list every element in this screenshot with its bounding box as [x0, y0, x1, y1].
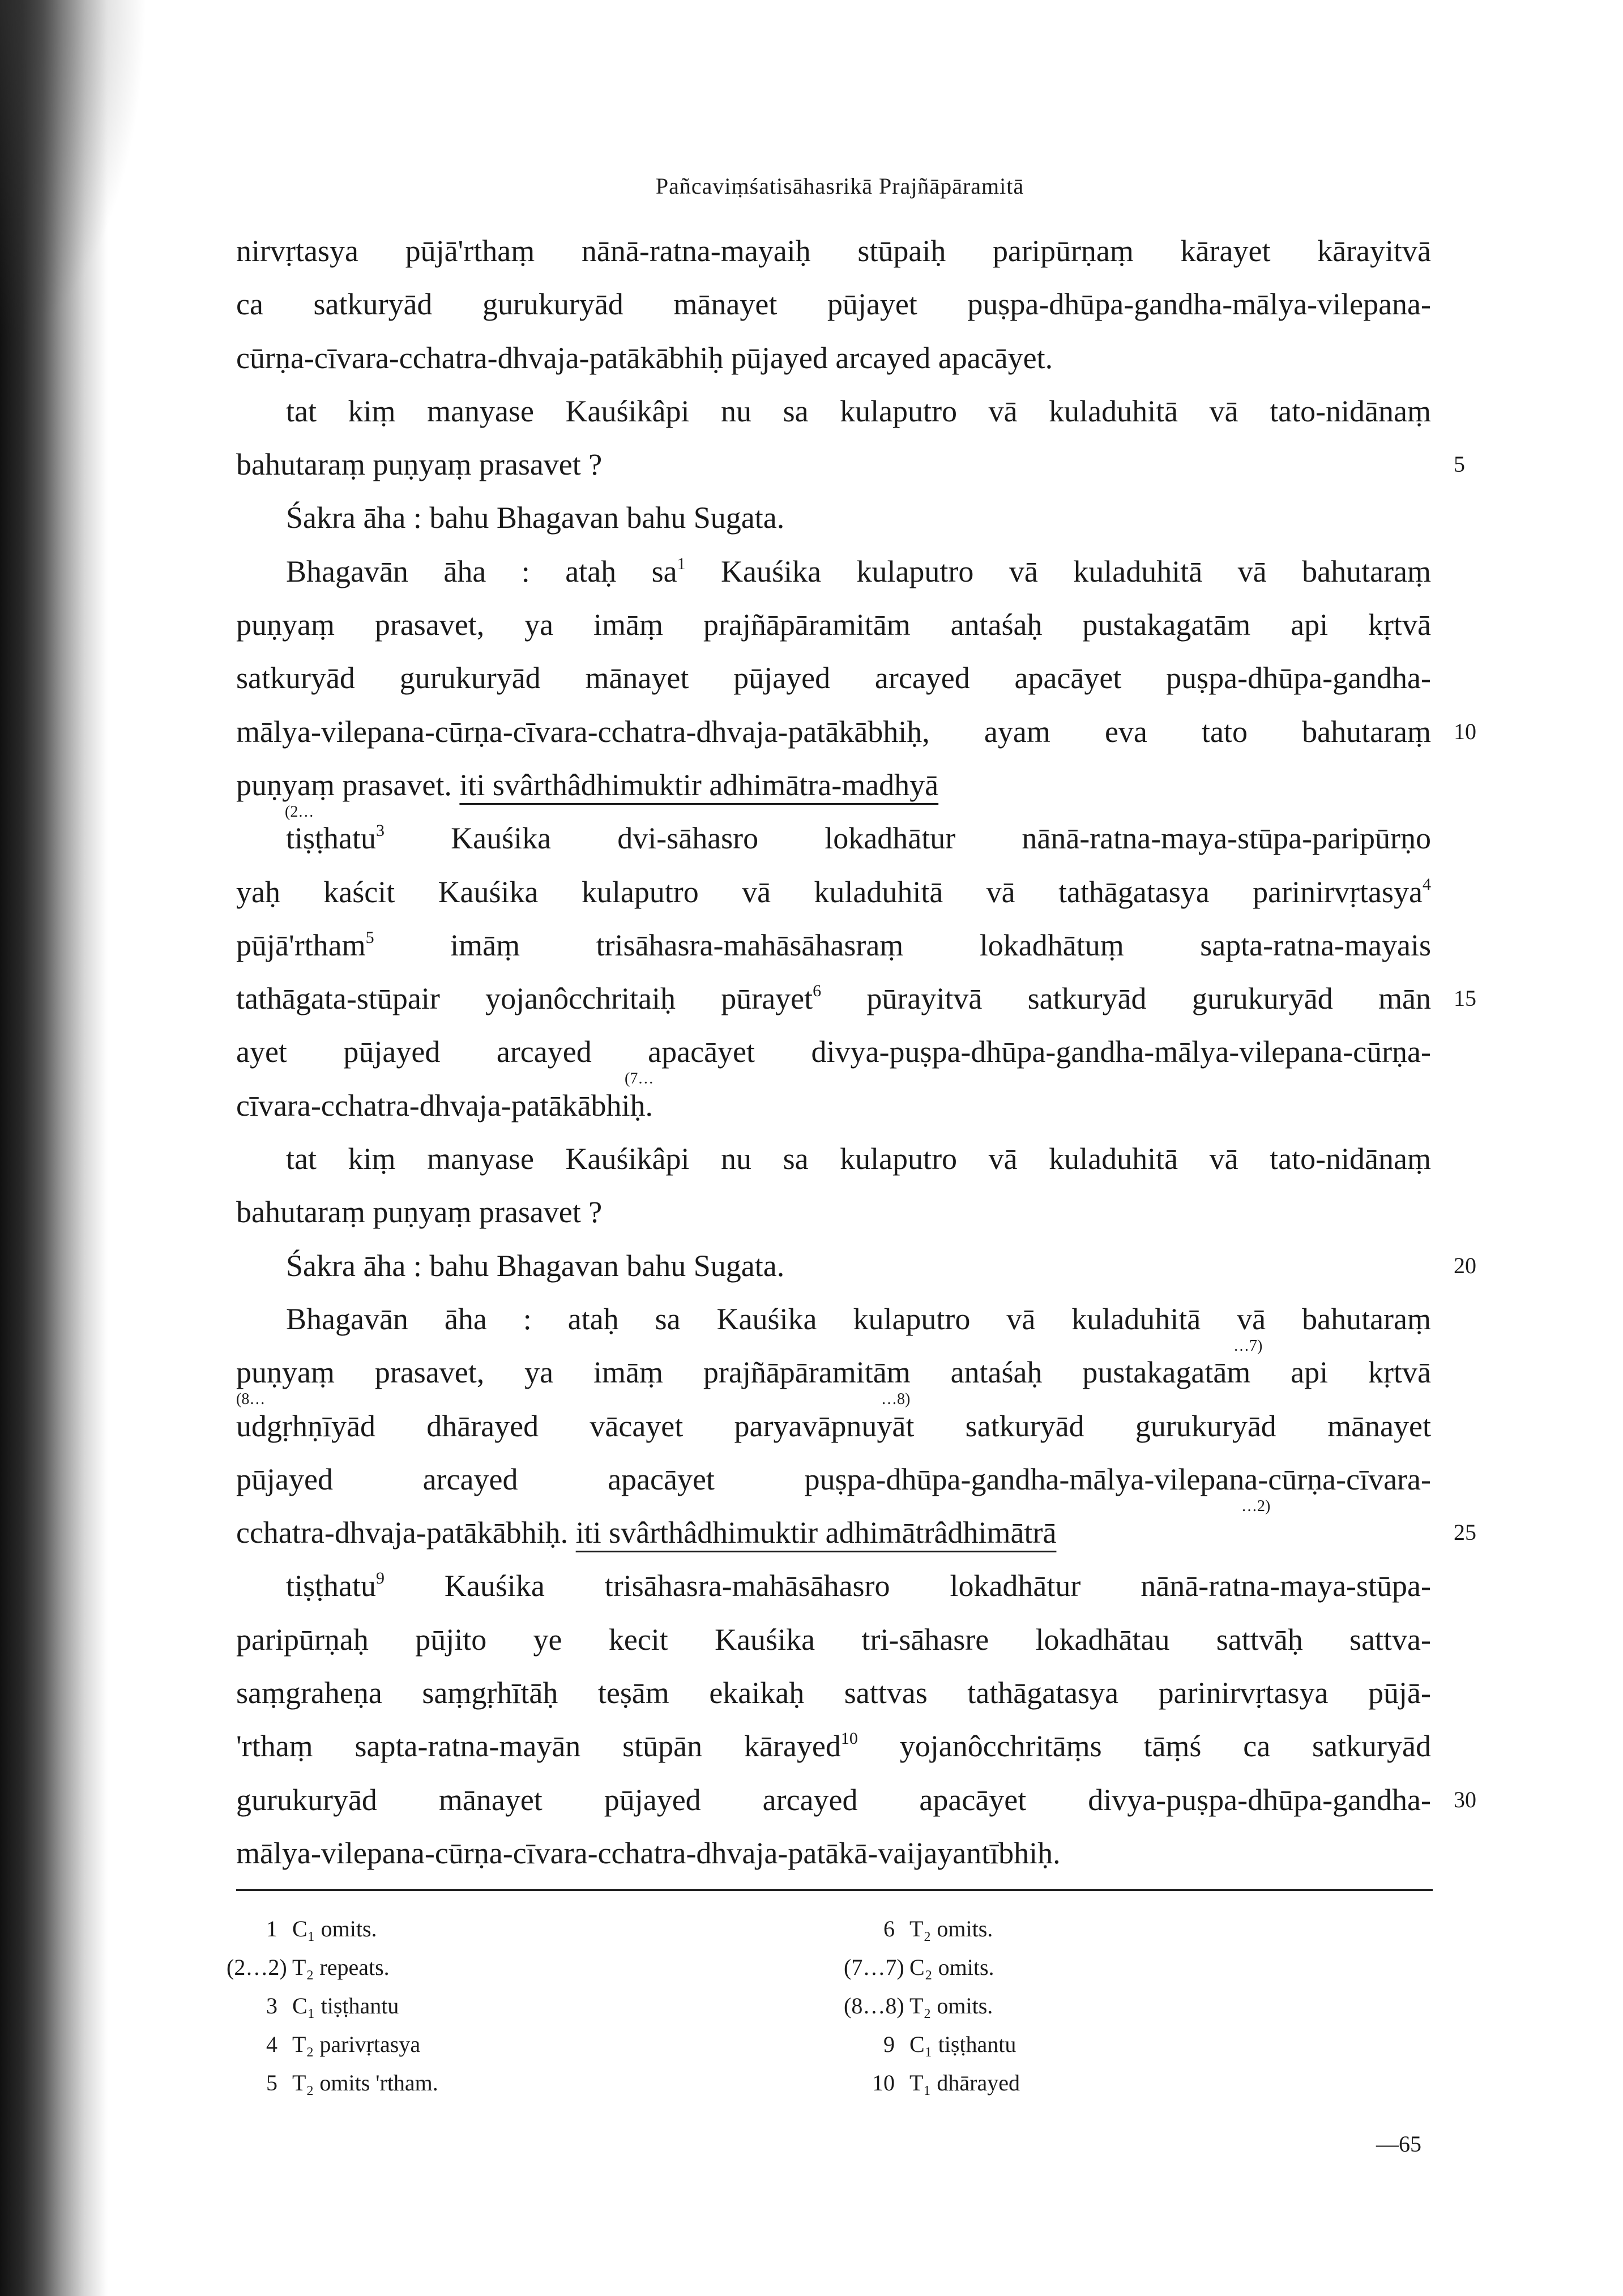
- footnote: [227, 1948, 438, 1987]
- footnote-text: C₁ tiṣṭhantu: [909, 2032, 1016, 2057]
- variant-mark: (7…: [625, 1070, 654, 1087]
- footnote-number: (2…2): [227, 1954, 287, 1980]
- footnote-number: 6: [883, 1916, 895, 1941]
- text-segment: tiṣṭhatu: [286, 1569, 376, 1603]
- text-line: [236, 1399, 1431, 1453]
- text-line: [236, 224, 1431, 278]
- footnote: [844, 1948, 1020, 1987]
- text-line: [236, 331, 1431, 385]
- footnote-text: T₂ omits 'rtham.: [292, 2070, 438, 2096]
- footnote-number: (7…7): [844, 1954, 904, 1980]
- footnote: [227, 2064, 438, 2102]
- text-line-content: [286, 501, 784, 535]
- text-line-content: [236, 1516, 1056, 1550]
- text-segment: saṃgraheṇa saṃgṛhītāḥ teṣām ekaikaḥ sattvas tathāgatasya parinirvṛtasya pūjā-: [236, 1676, 1431, 1710]
- line-number: 10: [1454, 718, 1476, 744]
- footnotes-left: [227, 1910, 438, 2102]
- text-segment: Kauśika kulaputro vā kuladuhitā vā bahutaraṃ: [685, 554, 1431, 588]
- footnote: [844, 2064, 1020, 2102]
- text-segment: yojanôcchritāṃs tāṃś ca satkuryād: [857, 1729, 1431, 1764]
- text-line: [236, 1666, 1431, 1719]
- main-text: [236, 224, 1476, 1880]
- text-line: [236, 491, 1431, 544]
- text-segment: paripūrṇaḥ pūjito ye kecit Kauśika tri-sāhasre lokadhātau sattvāḥ sattva-: [236, 1622, 1431, 1657]
- text-segment: nirvṛtasya pūjā'rthaṃ nānā-ratna-mayaiḥ stūpaiḥ paripūrṇaṃ kārayet kārayitvā: [236, 234, 1431, 268]
- text-segment: mālya-vilepana-cūrṇa-cīvara-cchatra-dhvaja-patākā-vaijayantībhiḥ.: [236, 1836, 1061, 1870]
- text-line-content: [236, 1836, 1061, 1870]
- footnote-ref: 10: [840, 1729, 858, 1748]
- text-line-content: [286, 394, 1431, 428]
- text-line-content: [236, 608, 1431, 642]
- text-line: [236, 545, 1431, 598]
- variant-mark: (2…: [285, 803, 314, 821]
- text-line-content: [236, 1089, 653, 1123]
- text-line: [236, 705, 1476, 758]
- text-segment: tat kiṃ manyase Kauśikâpi nu sa kulaputro vā kuladuhitā vā tato-nidānaṃ: [286, 1142, 1431, 1176]
- footnote-ref: 1: [677, 554, 686, 573]
- text-line: [236, 865, 1431, 919]
- footnote-ref: 5: [365, 928, 374, 947]
- footnotes-right: [844, 1910, 1020, 2102]
- text-segment: Bhagavān āha : ataḥ sa Kauśika kulaputro vā kuladuhitā vā bahutaraṃ: [286, 1301, 1431, 1336]
- text-line: [236, 758, 1431, 812]
- text-segment: ca satkuryād gurukuryād mānayet pūjayet puṣpa-dhūpa-gandha-mālya-vilepana-: [236, 287, 1431, 322]
- text-line-content: [236, 715, 1431, 749]
- footnote-number: 3: [266, 1993, 277, 2018]
- line-number: 15: [1454, 985, 1476, 1012]
- footnote: [227, 2025, 438, 2064]
- footnote: [844, 1910, 1020, 1948]
- text-segment: Kauśika trisāhasra-mahāsāhasro lokadhātur nānā-ratna-maya-stūpa-: [385, 1569, 1431, 1603]
- running-head: Pañcaviṃśatisāhasrikā Prajñāpāramitā: [655, 173, 1024, 199]
- text-line-content: [236, 768, 938, 802]
- text-segment: Śakra āha : bahu Bhagavan bahu Sugata.: [286, 501, 785, 535]
- text-segment: mālya-vilepana-cūrṇa-cīvara-cchatra-dhvaja-patākābhiḥ, ayam eva tato bahutaraṃ: [236, 714, 1431, 749]
- text-line: [236, 1079, 1431, 1132]
- text-segment: tat kiṃ manyase Kauśikâpi nu sa kulaputro vā kuladuhitā vā tato-nidānaṃ: [286, 394, 1431, 428]
- text-line-content: [236, 875, 1431, 909]
- text-segment: gurukuryād mānayet pūjayed arcayed apacāyet divya-puṣpa-dhūpa-gandha-: [236, 1782, 1431, 1817]
- text-line: [236, 1239, 1476, 1292]
- text-line-content: [236, 928, 1431, 962]
- text-line-content: [236, 1729, 1431, 1763]
- book-binding-shadow: [0, 0, 108, 2296]
- footnote: [227, 1910, 438, 1948]
- underlined-phrase: iti svârthâdhimuktir adhimātrâdhimātrā: [575, 1516, 1057, 1550]
- text-line-content: [236, 1462, 1431, 1496]
- text-line: [236, 1185, 1431, 1239]
- text-segment: pūrayitvā satkuryād gurukuryād mān: [821, 981, 1431, 1016]
- footnote-ref: 3: [376, 821, 385, 840]
- underlined-phrase: iti svârthâdhimuktir adhimātra-madhyā: [459, 767, 939, 802]
- footnote-text: T₂ omits.: [909, 1993, 993, 2018]
- footnote-number: 1: [266, 1916, 277, 1941]
- footnote-number: 9: [883, 2032, 895, 2057]
- text-line-content: [286, 1569, 1431, 1603]
- text-segment: bahutaraṃ puṇyaṃ prasavet ?: [236, 1195, 603, 1230]
- text-line-content: [236, 661, 1431, 695]
- text-segment: pūjayed arcayed apacāyet puṣpa-dhūpa-gandha-mālya-vilepana-cūrṇa-cīvara-: [236, 1462, 1431, 1496]
- line-number: 30: [1454, 1786, 1476, 1812]
- footnote-text: C₂ omits.: [909, 1954, 994, 1980]
- text-segment: yaḥ kaścit Kauśika kulaputro vā kuladuhitā vā tathāgatasya parinirvṛtasya: [236, 874, 1423, 909]
- text-line-content: [236, 234, 1431, 268]
- text-segment: bahutaraṃ puṇyaṃ prasavet ?: [236, 447, 603, 482]
- line-number: 25: [1454, 1520, 1476, 1546]
- text-line-content: [236, 1355, 1431, 1389]
- text-line-content: [236, 1195, 602, 1229]
- text-line-content: [236, 287, 1431, 321]
- text-line: [236, 278, 1431, 331]
- text-line-content: [286, 1249, 784, 1283]
- text-segment: imāṃ trisāhasra-mahāsāhasraṃ lokadhātuṃ sapta-ratna-mayais: [374, 928, 1431, 962]
- footnote-number: 5: [266, 2070, 277, 2096]
- text-segment: 'rthaṃ sapta-ratna-mayān stūpān kārayed: [236, 1729, 841, 1764]
- text-line-content: [286, 821, 1431, 855]
- footnote-text: C₁ tiṣṭhantu: [292, 1993, 399, 2018]
- variant-mark: (8…: [236, 1390, 266, 1408]
- text-line: [236, 919, 1431, 972]
- page-number: —65: [1376, 2131, 1421, 2157]
- line-number: 20: [1454, 1252, 1476, 1278]
- text-line-content: [286, 1142, 1431, 1176]
- footnote-ref: 9: [376, 1569, 385, 1588]
- text-line-content: [286, 1302, 1431, 1336]
- footnote: [844, 1987, 1020, 2025]
- footnote-number: 4: [266, 2032, 277, 2057]
- text-line-content: [236, 1035, 1431, 1069]
- text-segment: udgṛhṇīyād dhārayed vācayet paryavāpnuyāt satkuryād gurukuryād mānayet: [236, 1409, 1431, 1443]
- text-segment: puṇyaṃ prasavet, ya imāṃ prajñāpāramitām antaśaḥ pustakagatām api kṛtvā: [236, 1355, 1431, 1390]
- text-line: [236, 651, 1431, 705]
- text-line: [236, 1826, 1431, 1880]
- footnote: [844, 2025, 1020, 2064]
- variant-mark: …7): [1233, 1337, 1263, 1355]
- text-line: [236, 1773, 1476, 1826]
- text-segment: satkuryād gurukuryād mānayet pūjayed arcayed apacāyet puṣpa-dhūpa-gandha-: [236, 661, 1431, 695]
- text-segment: tathāgata-stūpair yojanôcchritaiḥ pūrayet: [236, 981, 813, 1016]
- text-line-content: [236, 447, 602, 481]
- text-segment: pūjā'rtham: [236, 928, 366, 962]
- variant-mark: …8): [881, 1390, 911, 1408]
- text-line-content: [236, 1409, 1431, 1443]
- text-segment: tiṣṭhatu: [286, 821, 376, 856]
- variant-mark: …2): [1241, 1497, 1271, 1515]
- footnote-number: 10: [872, 2070, 895, 2096]
- text-line: [236, 1559, 1431, 1612]
- text-line-content: [236, 1623, 1431, 1657]
- footnote-text: T₂ omits.: [909, 1916, 993, 1941]
- footnote-number: (8…8): [844, 1993, 904, 2018]
- footnote-ref: 4: [1423, 874, 1431, 894]
- footnote: [227, 1987, 438, 2025]
- text-line-content: [236, 341, 1053, 375]
- text-line-content: [236, 981, 1431, 1015]
- text-segment: Bhagavān āha : ataḥ sa: [286, 554, 677, 588]
- text-line: [236, 1613, 1431, 1666]
- text-line-content: [286, 554, 1431, 588]
- footnote-text: T₂ parivṛtasya: [292, 2032, 421, 2057]
- footnote-divider: [236, 1889, 1433, 1891]
- footnote-text: C₁ omits.: [292, 1916, 377, 1941]
- text-line: [236, 1719, 1431, 1773]
- text-segment: Śakra āha : bahu Bhagavan bahu Sugata.: [286, 1248, 785, 1283]
- text-line: [236, 598, 1431, 651]
- text-segment: cīvara-cchatra-dhvaja-patākābhiḥ.: [236, 1088, 654, 1123]
- text-segment: cūrṇa-cīvara-cchatra-dhvaja-patākābhiḥ pūjayed arcayed apacāyet.: [236, 340, 1053, 375]
- text-line: [236, 385, 1431, 438]
- text-line: [236, 1025, 1431, 1078]
- footnote-text: T₁ dhārayed: [909, 2070, 1020, 2096]
- text-line: [236, 1132, 1431, 1185]
- footnote-ref: 6: [813, 981, 822, 1001]
- text-line: [236, 972, 1476, 1025]
- text-line: [236, 438, 1465, 491]
- text-line: [236, 812, 1431, 865]
- text-segment: puṇyaṃ prasavet, ya imāṃ prajñāpāramitām antaśaḥ pustakagatām api kṛtvā: [236, 608, 1431, 642]
- text-line-content: [236, 1676, 1431, 1710]
- text-segment: puṇyaṃ prasavet.: [236, 767, 460, 802]
- text-segment: ayet pūjayed arcayed apacāyet divya-puṣpa-dhūpa-gandha-mālya-vilepana-cūrṇa-: [236, 1035, 1431, 1069]
- footnote-text: T₂ repeats.: [292, 1954, 390, 1980]
- text-segment: cchatra-dhvaja-patākābhiḥ.: [236, 1516, 576, 1550]
- book-binding-shadow-corner: [0, 0, 147, 340]
- text-segment: Kauśika dvi-sāhasro lokadhātur nānā-ratna-maya-stūpa-paripūrṇo: [385, 821, 1431, 856]
- text-line-content: [236, 1783, 1431, 1817]
- line-number: 5: [1454, 451, 1465, 477]
